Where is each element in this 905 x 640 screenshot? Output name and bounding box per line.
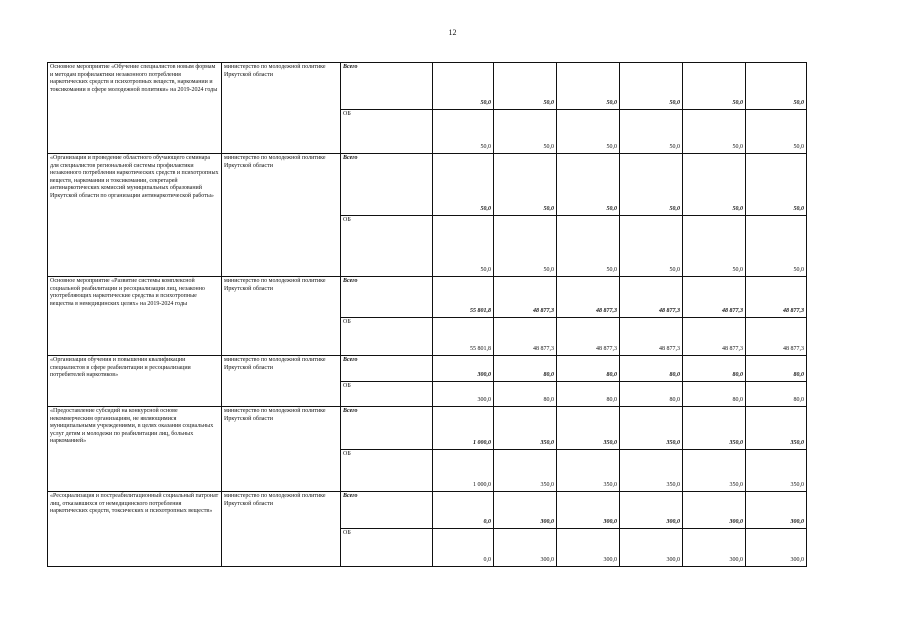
table-body	[48, 63, 807, 567]
value-cell: 48 877,3	[494, 277, 557, 318]
value-cell: 80,0	[494, 382, 557, 407]
value-cell: 300,0	[494, 529, 557, 567]
funding-source-total: Всего	[341, 356, 433, 382]
value-cell: 1 000,0	[433, 450, 494, 492]
value-cell: 80,0	[557, 382, 620, 407]
funding-source-total: Всего	[341, 492, 433, 529]
value-cell: 350,0	[620, 450, 683, 492]
funding-source-ob: ОБ	[341, 216, 433, 277]
table-row	[48, 63, 807, 110]
value-cell: 50,0	[683, 110, 746, 154]
value-cell: 350,0	[620, 407, 683, 450]
value-cell: 350,0	[557, 407, 620, 450]
responsible-executor: министерство по молодежной политике Иркутской области	[222, 356, 341, 407]
value-cell: 48 877,3	[557, 277, 620, 318]
value-cell: 50,0	[557, 154, 620, 216]
value-cell: 300,0	[494, 492, 557, 529]
value-cell: 300,0	[557, 492, 620, 529]
event-description: «Организация обучения и повышения квалификации специалистов в сфере реабилитации и ресоциализации потребителей наркотиков»	[48, 356, 222, 407]
funding-source-ob: ОБ	[341, 110, 433, 154]
value-cell: 50,0	[620, 154, 683, 216]
value-cell: 50,0	[557, 216, 620, 277]
value-cell: 1 000,0	[433, 407, 494, 450]
funding-source-total: Всего	[341, 154, 433, 216]
value-cell: 350,0	[746, 450, 807, 492]
funding-source-ob: ОБ	[341, 450, 433, 492]
value-cell: 48 877,3	[746, 318, 807, 356]
responsible-executor: министерство по молодежной политике Иркутской области	[222, 154, 341, 277]
value-cell: 80,0	[620, 382, 683, 407]
value-cell: 350,0	[746, 407, 807, 450]
responsible-executor: министерство по молодежной политике Иркутской области	[222, 407, 341, 492]
value-cell: 48 877,3	[746, 277, 807, 318]
value-cell: 50,0	[433, 154, 494, 216]
value-cell: 50,0	[494, 63, 557, 110]
funding-source-ob: ОБ	[341, 382, 433, 407]
page-number: 12	[448, 28, 457, 37]
value-cell: 48 877,3	[620, 318, 683, 356]
value-cell: 350,0	[494, 407, 557, 450]
table-row	[48, 356, 807, 382]
value-cell: 80,0	[683, 356, 746, 382]
value-cell: 300,0	[620, 492, 683, 529]
value-cell: 0,0	[433, 529, 494, 567]
value-cell: 80,0	[494, 356, 557, 382]
value-cell: 50,0	[746, 216, 807, 277]
value-cell: 50,0	[683, 154, 746, 216]
table-row	[48, 407, 807, 450]
value-cell: 50,0	[683, 216, 746, 277]
event-description: «Организация и проведение областного обучающего семинара для специалистов региональной системы профилактики незаконного потребления наркотических средств и психотропных веществ, наркомании и токсикомании, секретарей антинаркотических комиссий муниципальных образований Иркутской области по организации антинаркотической работы»	[48, 154, 222, 277]
value-cell: 300,0	[620, 529, 683, 567]
table-row	[48, 277, 807, 318]
value-cell: 350,0	[494, 450, 557, 492]
responsible-executor: министерство по молодежной политике Иркутской области	[222, 277, 341, 356]
budget-table	[47, 62, 807, 567]
value-cell: 0,0	[433, 492, 494, 529]
funding-source-total: Всего	[341, 277, 433, 318]
value-cell: 50,0	[433, 110, 494, 154]
value-cell: 50,0	[746, 110, 807, 154]
value-cell: 80,0	[683, 382, 746, 407]
value-cell: 50,0	[620, 63, 683, 110]
value-cell: 50,0	[494, 154, 557, 216]
event-description: Основное мероприятие «Обучение специалистов новым формам и методам профилактики незаконного потребления наркотических средств и психотропных веществ, наркомании и токсикомании в сфере молодежной политики» на 2019-2024 годы	[48, 63, 222, 154]
value-cell: 350,0	[557, 450, 620, 492]
value-cell: 80,0	[620, 356, 683, 382]
value-cell: 50,0	[683, 63, 746, 110]
value-cell: 80,0	[746, 356, 807, 382]
value-cell: 50,0	[433, 63, 494, 110]
value-cell: 300,0	[433, 356, 494, 382]
event-description: «Предоставление субсидий на конкурсной основе некоммерческим организациям, не являющимися муниципальными учреждениями, в целях оказания социальных услуг детям и молодежи по реабилитации лиц, больных наркоманией»	[48, 407, 222, 492]
responsible-executor: министерство по молодежной политике Иркутской области	[222, 63, 341, 154]
value-cell: 300,0	[746, 492, 807, 529]
value-cell: 50,0	[620, 110, 683, 154]
value-cell: 48 877,3	[683, 318, 746, 356]
value-cell: 48 877,3	[494, 318, 557, 356]
event-description: Основное мероприятие «Развитие системы комплексной социальной реабилитации и ресоциализации лиц, незаконно употребляющих наркотические средства и психотропные вещества в немедицинских целях» на 2019-2024 годы	[48, 277, 222, 356]
table-row	[48, 492, 807, 529]
value-cell: 50,0	[746, 63, 807, 110]
value-cell: 80,0	[746, 382, 807, 407]
value-cell: 300,0	[746, 529, 807, 567]
value-cell: 50,0	[494, 110, 557, 154]
value-cell: 300,0	[683, 492, 746, 529]
value-cell: 55 801,8	[433, 318, 494, 356]
value-cell: 300,0	[433, 382, 494, 407]
funding-source-total: Всего	[341, 63, 433, 110]
table-row	[48, 154, 807, 216]
value-cell: 50,0	[557, 110, 620, 154]
value-cell: 350,0	[683, 450, 746, 492]
value-cell: 50,0	[746, 154, 807, 216]
value-cell: 80,0	[557, 356, 620, 382]
value-cell: 50,0	[557, 63, 620, 110]
value-cell: 50,0	[433, 216, 494, 277]
value-cell: 50,0	[620, 216, 683, 277]
funding-source-ob: ОБ	[341, 529, 433, 567]
funding-source-ob: ОБ	[341, 318, 433, 356]
value-cell: 300,0	[557, 529, 620, 567]
funding-source-total: Всего	[341, 407, 433, 450]
value-cell: 50,0	[494, 216, 557, 277]
value-cell: 48 877,3	[620, 277, 683, 318]
value-cell: 55 801,8	[433, 277, 494, 318]
value-cell: 48 877,3	[683, 277, 746, 318]
value-cell: 350,0	[683, 407, 746, 450]
event-description: «Ресоциализация и постреабилитационный социальный патронат лиц, отказавшихся от немедицинского потребления наркотических средств, токсических и психотропных веществ»	[48, 492, 222, 567]
value-cell: 48 877,3	[557, 318, 620, 356]
value-cell: 300,0	[683, 529, 746, 567]
responsible-executor: министерство по молодежной политике Иркутской области	[222, 492, 341, 567]
